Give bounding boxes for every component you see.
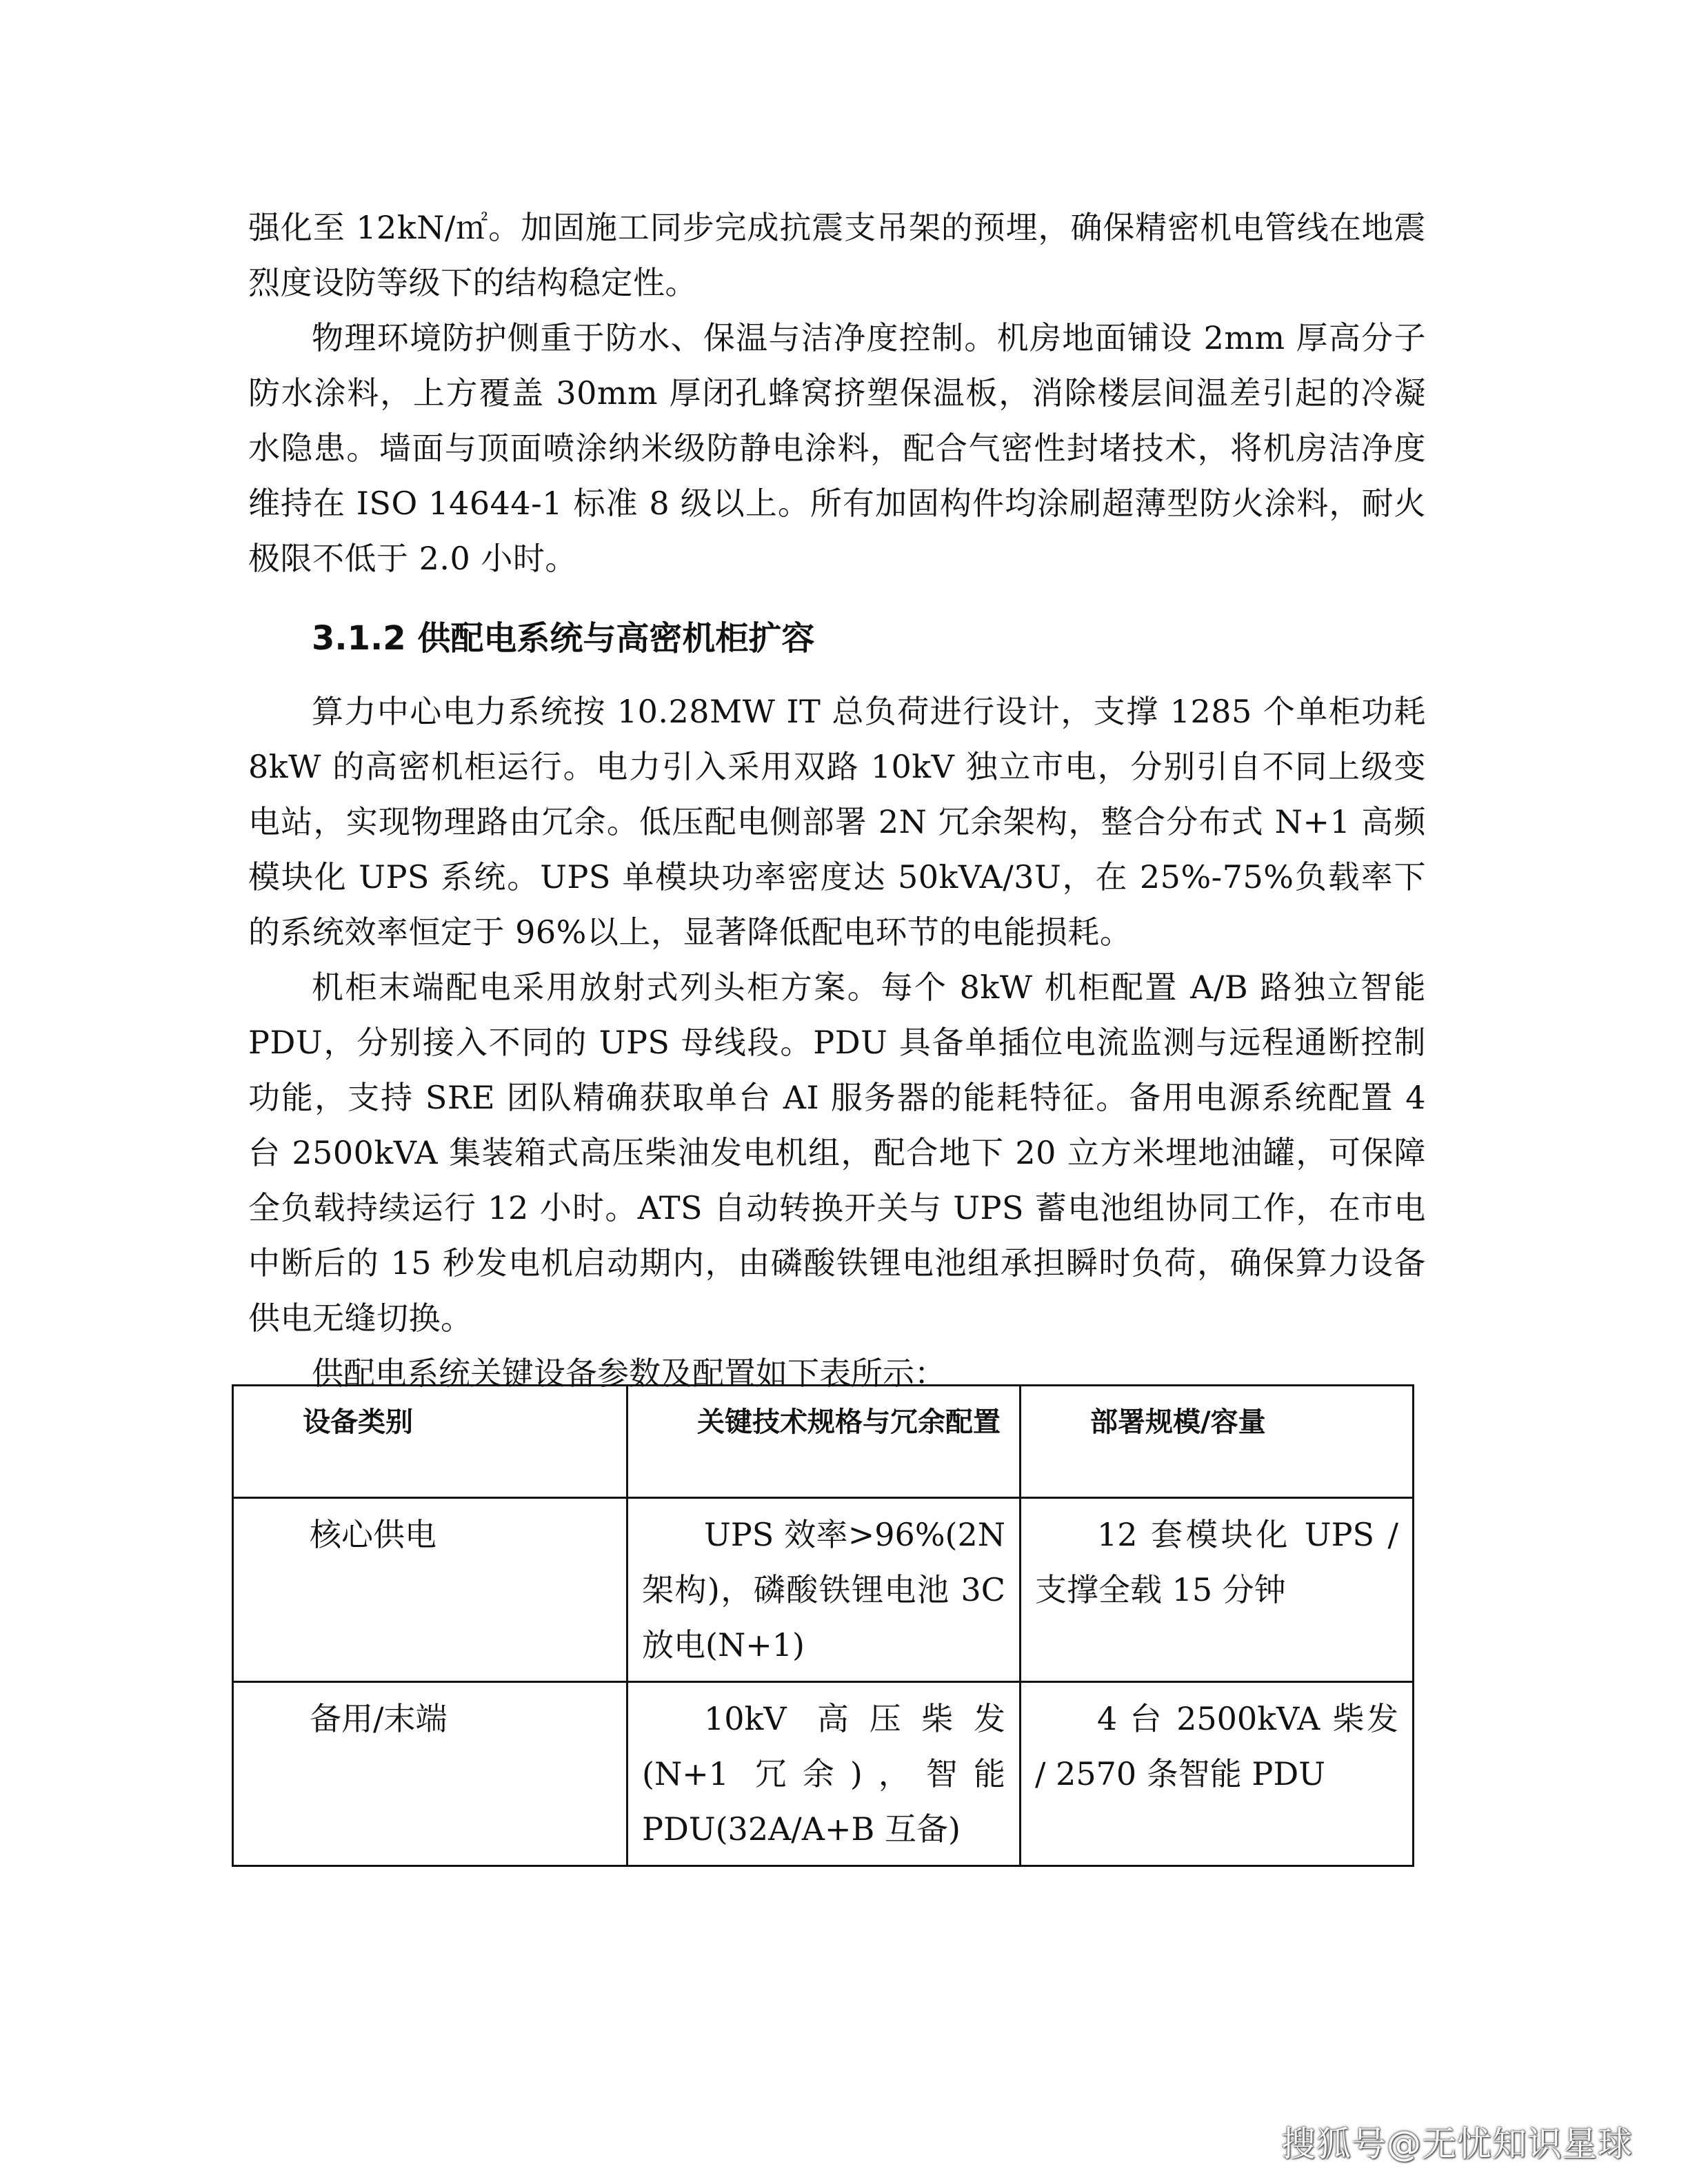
table-header-cell: 关键技术规格与冗余配置 [627,1386,1021,1498]
table-caption: 供配电系统关键设备参数及配置如下表所示： [312,1355,946,1392]
section-heading: 3.1.2 供配电系统与高密机柜扩容 [312,619,815,658]
paragraph-structural-reinforcement: 强化至 12kN/㎡。加固施工同步完成抗震支吊架的预埋，确保精密机电管线在地震烈度设防等级下的结构稳定性。 [248,209,1426,301]
paragraph-power-system: 算力中心电力系统按 10.28MW IT 总负荷进行设计，支撑 1285 个单柜功耗 8kW 的高密机柜运行。电力引入采用双路 10kV 独立市电，分别引自不同上级变电站，实现物理路由冗余。低压配电侧部署 2N 冗余架构，整合分布式 N+1 高频模块化 UPS 系统。UPS 单模块功率密度达 50kVA/3U，在 25%-75%负载率下的系统效率恒定于 96%以上，显著降低配电环节的电能损耗。 [248,693,1426,951]
table-cell: 核心供电 [233,1498,627,1682]
equipment-spec-table [232,1384,1414,1867]
table-row [233,1498,1414,1682]
table-cell: 备用/末端 [233,1682,627,1866]
paragraph-rack-distribution: 机柜末端配电采用放射式列头柜方案。每个 8kW 机柜配置 A/B 路独立智能 PDU，分别接入不同的 UPS 母线段。PDU 具备单插位电流监测与远程通断控制功能，支持 SRE 团队精确获取单台 AI 服务器的能耗特征。备用电源系统配置 4 台 2500kVA 集装箱式高压柴油发电机组，配合地下 20 立方米埋地油罐，可保障全负载持续运行 12 小时。ATS 自动转换开关与 UPS 蓄电池组协同工作，在市电中断后的 15 秒发电机启动期内，由磷酸铁锂电池组承担瞬时负荷，确保算力设备供电无缝切换。 [248,969,1426,1337]
table-header-cell: 部署规模/容量 [1021,1386,1414,1498]
table-cell: 12 套模块化 UPS / 支撑全载 15 分钟 [1021,1498,1414,1682]
table-cell: 4 台 2500kVA 柴发 / 2570 条智能 PDU [1021,1682,1414,1866]
paragraph-environment-protection: 物理环境防护侧重于防水、保温与洁净度控制。机房地面铺设 2mm 厚高分子防水涂料，上方覆盖 30mm 厚闭孔蜂窝挤塑保温板，消除楼层间温差引起的冷凝水隐患。墙面与顶面喷涂纳米级防静电涂料，配合气密性封堵技术，将机房洁净度维持在 ISO 14644-1 标准 8 级以上。所有加固构件均涂刷超薄型防火涂料，耐火极限不低于 2.0 小时。 [248,319,1426,577]
document-body [248,200,1426,1401]
watermark: 搜狐号@无忧知识星球 [1281,2124,1633,2164]
table-cell: UPS 效率>96%(2N 架构)，磷酸铁锂电池 3C 放电(N+1) [627,1498,1021,1682]
table-header-row [233,1386,1414,1498]
table-cell: 10kV 高压柴发(N+1 冗余)，智能 PDU(32A/A+B 互备) [627,1682,1021,1866]
table-header-cell: 设备类别 [233,1386,627,1498]
table-row [233,1682,1414,1866]
